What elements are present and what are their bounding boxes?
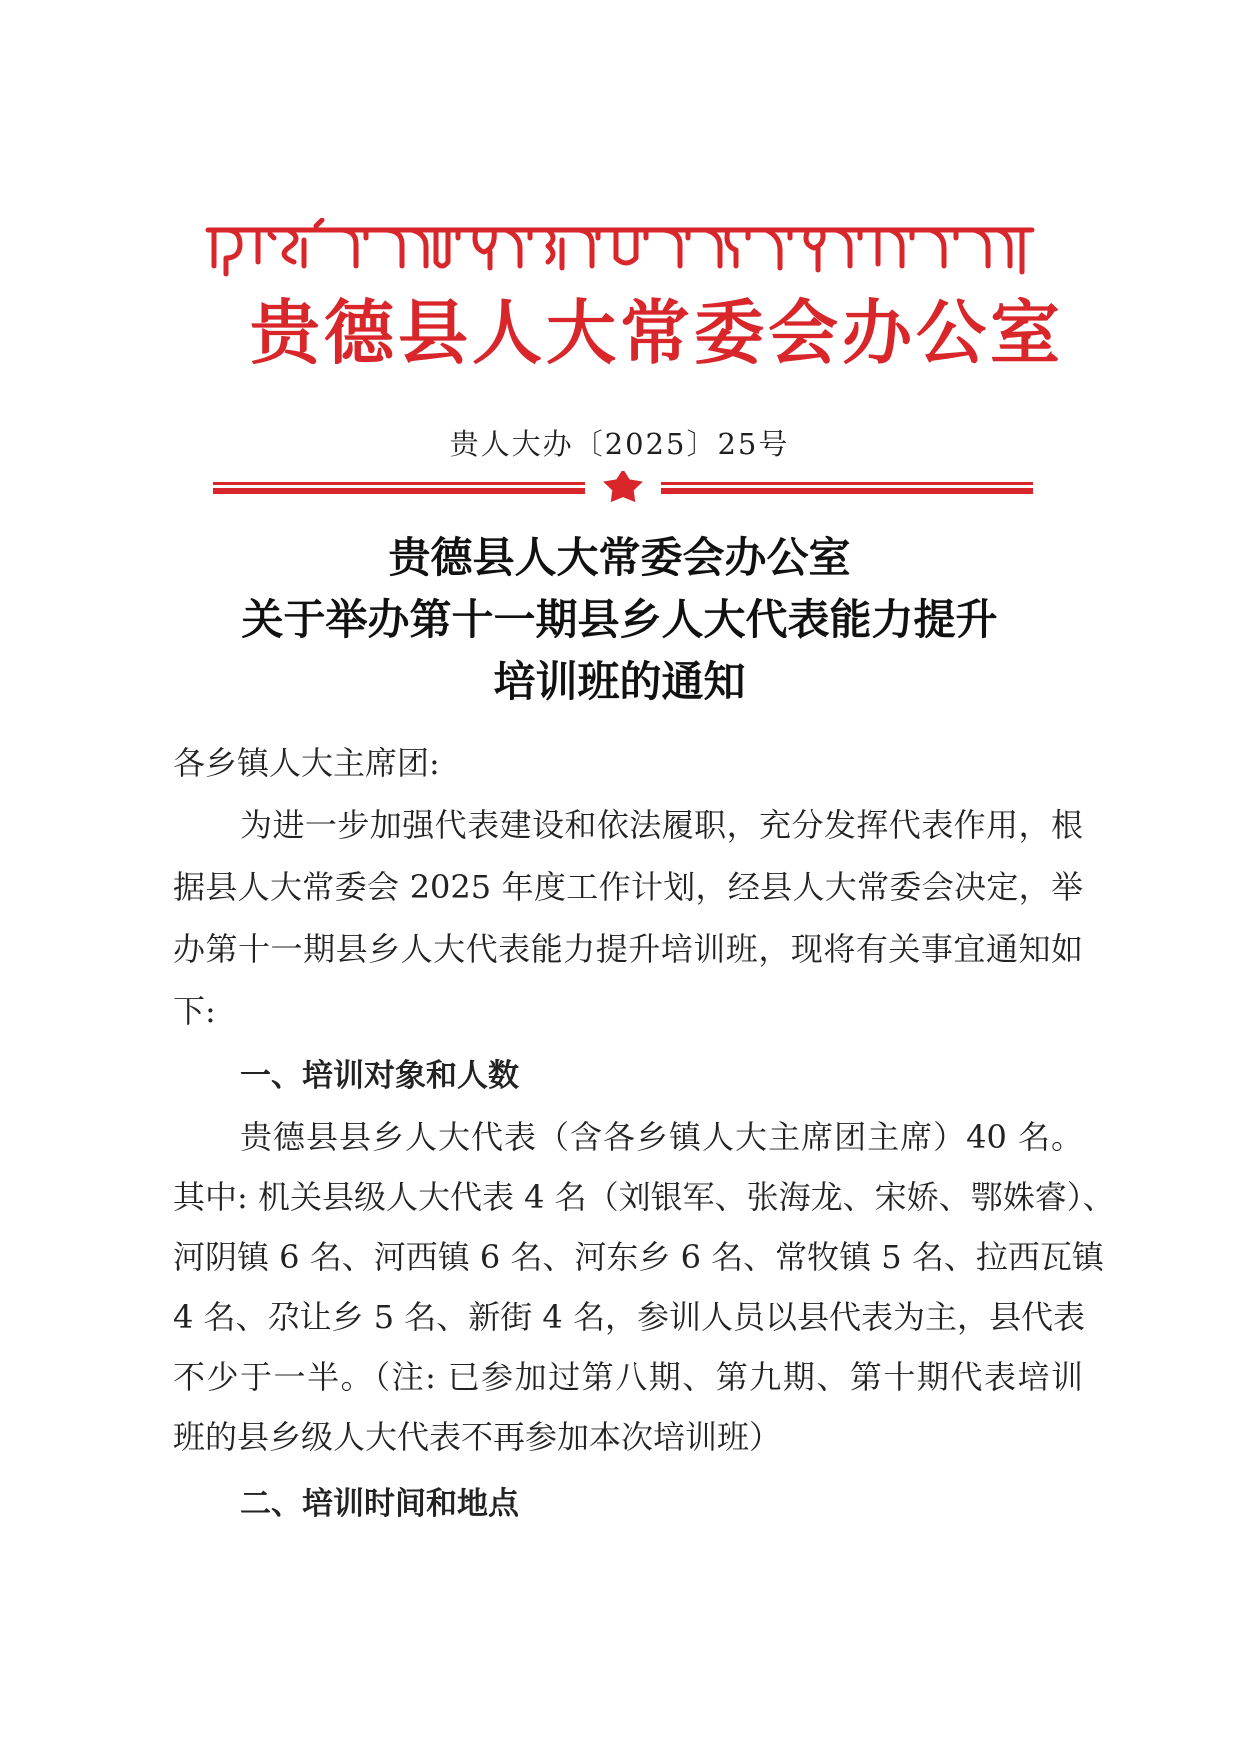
document-number: 贵人大办〔2025〕25号 <box>449 427 790 461</box>
section-1-heading: 一、培训对象和人数 <box>240 1058 519 1094</box>
section-1-line-3: 河阴镇 6 名、河西镇 6 名、河东乡 6 名、常牧镇 5 名、拉西瓦镇 <box>173 1238 1104 1276</box>
title-line-2: 关于举办第十一期县乡人大代表能力提升 <box>241 595 998 644</box>
section-2-heading: 二、培训时间和地点 <box>240 1486 519 1522</box>
intro-line-2: 据县人大常委会 2025 年度工作计划，经县人大常委会决定，举 <box>173 868 1083 906</box>
red-rule-with-star <box>213 471 1033 505</box>
title-line-1: 贵德县人大常委会办公室 <box>388 533 851 582</box>
intro-line-3: 办第十一期县乡人大代表能力提升培训班，现将有关事宜通知如 <box>173 930 1083 968</box>
tibetan-header-text <box>200 218 1040 280</box>
section-1-line-2: 其中: 机关县级人大代表 4 名（刘银军、张海龙、宋娇、鄂姝睿）、 <box>173 1178 1115 1216</box>
section-1-line-5: 不少于一半。（注: 已参加过第八期、第九期、第十期代表培训 <box>173 1358 1083 1396</box>
title-line-3: 培训班的通知 <box>493 657 746 706</box>
intro-line-4: 下: <box>173 992 216 1030</box>
section-1-line-4: 4 名、尕让乡 5 名、新街 4 名，参训人员以县代表为主，县代表 <box>173 1298 1085 1336</box>
intro-line-1: 为进一步加强代表建设和依法履职，充分发挥代表作用，根 <box>240 806 1083 844</box>
section-1-line-1: 贵德县县乡人大代表（含各乡镇人大主席团主席）40 名。 <box>240 1118 1083 1156</box>
star-icon <box>603 471 643 502</box>
office-name-header: 贵德县人大常委会办公室 <box>250 292 1064 374</box>
section-1-line-6: 班的县乡级人大代表不再参加本次培训班） <box>173 1418 782 1456</box>
salutation: 各乡镇人大主席团: <box>173 744 440 782</box>
